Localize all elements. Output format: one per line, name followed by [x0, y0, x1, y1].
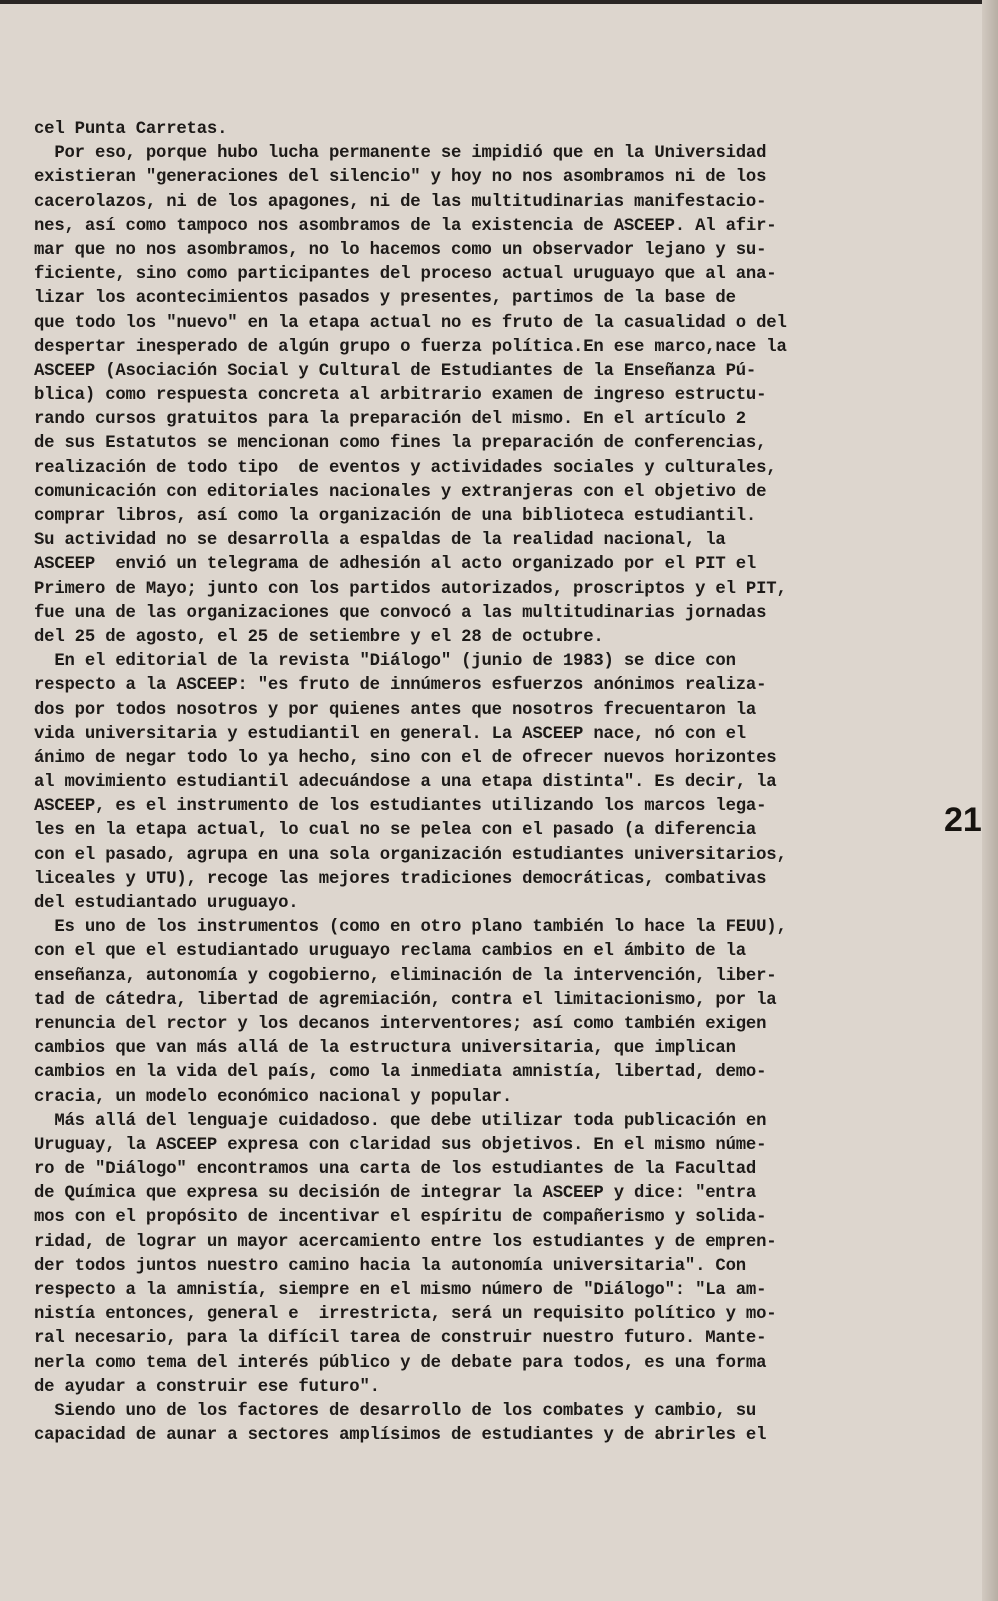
text-line: comprar libros, así como la organización de una biblioteca estudiantil. — [34, 507, 757, 526]
page-top-edge — [0, 0, 998, 4]
text-line: cambios en la vida del país, como la inmediata amnistía, libertad, demo- — [34, 1063, 767, 1083]
text-line: Primero de Mayo; junto con los partidos autorizados, proscriptos y el PIT, — [34, 579, 787, 599]
text-line: cel Punta Carretas. — [34, 120, 228, 139]
text-line: de sus Estatutos se mencionan como fines la preparación de conferencias, — [34, 434, 767, 454]
text-line: respecto a la amnistía, siempre en el mismo número de "Diálogo": "La am- — [34, 1281, 767, 1300]
text-line: blica) como respuesta concreta al arbitrario examen de ingreso estructu- — [34, 386, 767, 406]
text-line: ro de "Diálogo" encontramos una carta de los estudiantes de la Facultad — [34, 1160, 757, 1180]
text-line: Siendo uno de los factores de desarrollo de los combates y cambio, su — [34, 1401, 757, 1421]
text-line: Más allá del lenguaje cuidadoso. que debe utilizar toda publicación en — [34, 1111, 767, 1131]
text-line: vida universitaria y estudiantil en general. La ASCEEP nace, nó con el — [34, 724, 746, 744]
page-right-edge — [982, 0, 998, 1601]
text-line: renuncia del rector y los decanos interventores; así como también exigen — [34, 1014, 767, 1034]
text-line: rando cursos gratuitos para la preparación del mismo. En el artículo 2 — [34, 410, 746, 430]
text-line: Uruguay, la ASCEEP expresa con claridad sus objetivos. En el mismo núme- — [34, 1135, 767, 1155]
text-line: tad de cátedra, libertad de agremiación, contra el limitacionismo, por la — [34, 990, 777, 1010]
page-number: 21 — [944, 801, 982, 839]
text-line: lizar los acontecimientos pasados y presentes, partimos de la base de — [34, 289, 736, 309]
text-line: ridad, de lograr un mayor acercamiento entre los estudiantes y de empren- — [34, 1232, 777, 1252]
text-line: enseñanza, autonomía y cogobierno, eliminación de la intervención, liber- — [34, 966, 777, 986]
text-line: nes, así como tampoco nos asombramos de la existencia de ASCEEP. Al afir- — [34, 216, 777, 236]
text-line: ánimo de negar todo lo ya hecho, sino con el de ofrecer nuevos horizontes — [34, 748, 777, 768]
text-line: del 25 de agosto, el 25 de setiembre y el 28 de octubre. — [34, 627, 604, 647]
text-line: ficiente, sino como participantes del proceso actual uruguayo que al ana- — [34, 265, 777, 285]
text-line: der todos juntos nuestro camino hacia la autonomía universitaria". Con — [34, 1256, 746, 1276]
text-line: les en la etapa actual, lo cual no se pelea con el pasado (a diferencia — [34, 821, 757, 841]
text-line: liceales y UTU), recoge las mejores tradiciones democráticas, combativas — [34, 869, 767, 889]
text-line: Su actividad no se desarrolla a espaldas de la realidad nacional, la — [34, 531, 726, 551]
text-line: despertar inesperado de algún grupo o fuerza política.En ese marco,nace la — [34, 337, 787, 357]
text-line: existieran "generaciones del silencio" y hoy no nos asombramos ni de los — [34, 168, 767, 188]
text-line: En el editorial de la revista "Diálogo" (junio de 1983) se dice con — [34, 652, 736, 672]
text-line: al movimiento estudiantil adecuándose a una etapa distinta". Es decir, la — [34, 773, 777, 793]
text-line: comunicación con editoriales nacionales y extranjeras con el objetivo de — [34, 482, 767, 502]
text-line: ASCEEP envió un telegrama de adhesión al acto organizado por el PIT el — [34, 555, 757, 575]
text-line: fue una de las organizaciones que convocó a las multitudinarias jornadas — [34, 603, 767, 623]
text-line: ASCEEP (Asociación Social y Cultural de Estudiantes de la Enseñanza Pú- — [34, 361, 757, 381]
text-line: de ayudar a construir ese futuro". — [34, 1377, 380, 1397]
text-line: mos con el propósito de incentivar el espíritu de compañerismo y solida- — [34, 1208, 767, 1228]
text-line: con el que el estudiantado uruguayo reclama cambios en el ámbito de la — [34, 942, 746, 962]
text-line: ral necesario, para la difícil tarea de construir nuestro futuro. Mante- — [34, 1329, 767, 1349]
body-text — [34, 118, 924, 1448]
text-line: del estudiantado uruguayo. — [34, 894, 299, 913]
text-line: dos por todos nosotros y por quienes antes que nosotros frecuentaron la — [34, 700, 757, 720]
text-line: cracia, un modelo económico nacional y popular. — [34, 1087, 513, 1107]
text-line: capacidad de aunar a sectores amplísimos de estudiantes y de abrirles el — [34, 1426, 767, 1446]
text-line: que todo los "nuevo" en la etapa actual no es fruto de la casualidad o del — [34, 313, 787, 333]
text-line: respecto a la ASCEEP: "es fruto de innúmeros esfuerzos anónimos realiza- — [34, 676, 767, 696]
text-line: cacerolazos, ni de los apagones, ni de las multitudinarias manifestacio- — [34, 192, 767, 212]
text-line: nistía entonces, general e irrestricta, será un requisito político y mo- — [34, 1305, 777, 1325]
text-line: nerla como tema del interés público y de debate para todos, es una forma — [34, 1353, 767, 1373]
text-line: con el pasado, agrupa en una sola organización estudiantes universitarios, — [34, 845, 787, 865]
text-line: cambios que van más allá de la estructura universitaria, que implican — [34, 1039, 736, 1059]
text-line: de Química que expresa su decisión de integrar la ASCEEP y dice: "entra — [34, 1184, 757, 1204]
text-line: Es uno de los instrumentos (como en otro plano también lo hace la FEUU), — [34, 918, 787, 938]
text-line: mar que no nos asombramos, no lo hacemos como un observador lejano y su- — [34, 240, 767, 260]
text-line: Por eso, porque hubo lucha permanente se impidió que en la Universidad — [34, 144, 767, 164]
text-line: ASCEEP, es el instrumento de los estudiantes utilizando los marcos lega- — [34, 797, 767, 817]
text-line: realización de todo tipo de eventos y actividades sociales y culturales, — [34, 458, 777, 478]
